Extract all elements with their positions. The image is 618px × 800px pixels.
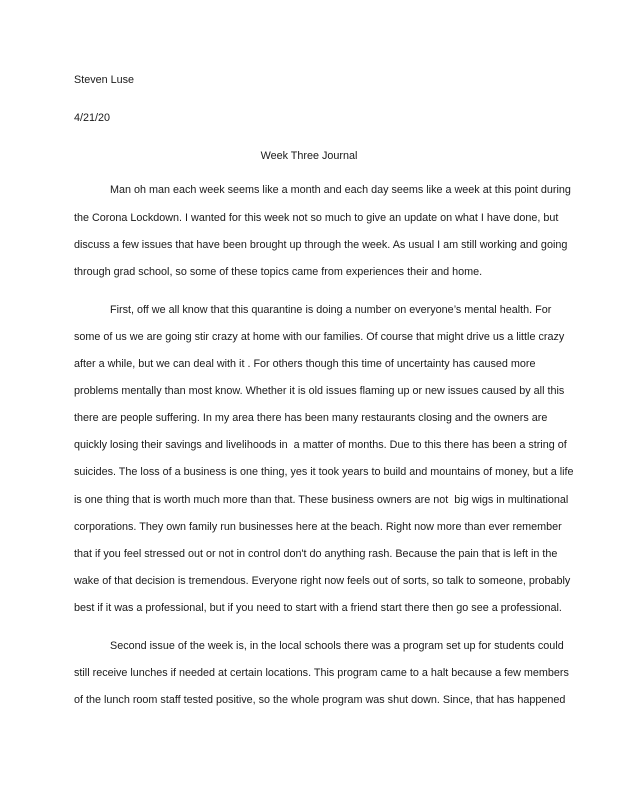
paragraph-line: through grad school, so some of these topics came from experiences their and home. xyxy=(74,266,483,278)
paragraph-line: some of us we are going stir crazy at home with our families. Of course that might drive us a little crazy xyxy=(74,331,565,343)
paragraph-line: best if it was a professional, but if you need to start with a friend start there then go see a professional. xyxy=(74,602,562,614)
paragraph-line: that if you feel stressed out or not in control don't do anything rash. Because the pain that is left in the xyxy=(74,548,558,560)
paragraph-line: Man oh man each week seems like a month and each day seems like a week at this point during xyxy=(110,184,571,196)
paragraph-line: the Corona Lockdown. I wanted for this week not so much to give an update on what I have done, but xyxy=(74,212,559,224)
document-title: Week Three Journal xyxy=(260,150,358,162)
paragraph-line: of the lunch room staff tested positive, so the whole program was shut down. Since, that has happened xyxy=(74,694,566,706)
paragraph-line: discuss a few issues that have been brought up through the week. As usual I am still working and going xyxy=(74,239,568,251)
paragraph-line: after a while, but we can deal with it . For others though this time of uncertainty has caused more xyxy=(74,358,536,370)
paragraph-line: First, off we all know that this quarantine is doing a number on everyone’s mental health. For xyxy=(110,304,552,316)
document-date: 4/21/20 xyxy=(74,112,111,124)
paragraph-line: is one thing that is worth much more than that. These business owners are not big wigs in multinational xyxy=(74,494,569,506)
paragraph-line: wake of that decision is tremendous. Everyone right now feels out of sorts, so talk to someone, probably xyxy=(74,575,571,587)
paragraph-line: quickly losing their savings and livelihoods in a matter of months. Due to this there has been a string of xyxy=(74,439,567,451)
paragraph-line: suicides. The loss of a business is one thing, yes it took years to build and mountains of money, but a life xyxy=(74,466,574,478)
paragraph-line: problems mentally than most know. Whether it is old issues flaming up or new issues caused by all this xyxy=(74,385,565,397)
paragraph-line: Second issue of the week is, in the local schools there was a program set up for students could xyxy=(110,640,564,652)
paragraph-line: still receive lunches if needed at certain locations. This program came to a halt because a few members xyxy=(74,667,569,679)
author-name: Steven Luse xyxy=(74,74,135,86)
paragraph-line: corporations. They own family run businesses here at the beach. Right now more than ever remember xyxy=(74,521,562,533)
paragraph-line: there are people suffering. In my area there has been many restaurants closing and the owners are xyxy=(74,412,548,424)
